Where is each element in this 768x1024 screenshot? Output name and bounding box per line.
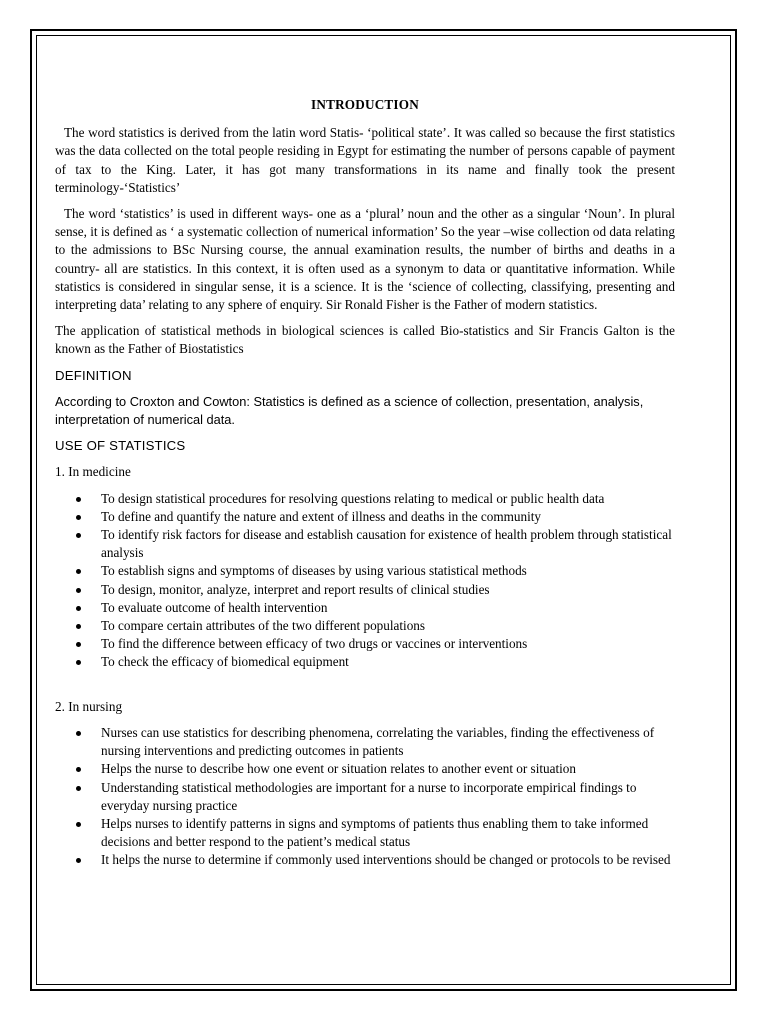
document-content (55, 96, 675, 878)
bullet-icon (76, 858, 81, 863)
bullet-icon (76, 569, 81, 574)
bullet-icon (76, 786, 81, 791)
list-item: To define and quantify the nature and extent of illness and deaths in the community (55, 508, 675, 526)
bullet-icon (76, 767, 81, 772)
bullet-icon (76, 515, 81, 520)
list-item: Nurses can use statistics for describing phenomena, correlating the variables, finding the effectiveness of nursing interventions and predicting outcomes in patients (55, 724, 675, 760)
medicine-subheading: 1. In medicine (55, 464, 131, 480)
definition-heading: DEFINITION (55, 367, 132, 383)
spacer (55, 680, 675, 698)
list-item: To design statistical procedures for resolving questions relating to medical or public health data (55, 490, 675, 508)
list-item: Helps nurses to identify patterns in signs and symptoms of patients thus enabling them to take informed decisions and better respond to the patient’s medical status (55, 815, 675, 851)
bullet-icon (76, 642, 81, 647)
bullet-icon (76, 533, 81, 538)
bullet-icon (76, 660, 81, 665)
bullet-icon (76, 822, 81, 827)
intro-paragraph-2: The word ‘statistics’ is used in different ways- one as a ‘plural’ noun and the other as a singular ‘Noun’. In plural sense, it is defined as ‘ a systematic collection of numerical information’ So the year –wise collection od data relating to the admissions to BSc Nursing course, the annual examination results, the number of births and deaths in a country- all are statistics. In this context, it is often used as a synonym to data or quantitative information. While statistics is considered in singular sense, it is a science. It is the ‘science of collecting, classifying, presenting and interpreting data’ relating to any sphere of enquiry. Sir Ronald Fisher is the Father of modern statistics. (55, 206, 675, 313)
list-item: To establish signs and symptoms of diseases by using various statistical methods (55, 562, 675, 580)
medicine-list (55, 490, 675, 672)
nursing-list (55, 724, 675, 870)
list-item: It helps the nurse to determine if commonly used interventions should be changed or protocols to be revised (55, 851, 675, 869)
list-item: To identify risk factors for disease and establish causation for existence of health problem through statistical analysis (55, 526, 675, 562)
list-item: To check the efficacy of biomedical equipment (55, 653, 675, 671)
nursing-subheading: 2. In nursing (55, 698, 123, 714)
use-of-statistics-heading: USE OF STATISTICS (55, 438, 186, 454)
intro-paragraph-1: The word statistics is derived from the latin word Statis- ‘political state’. It was called so because the first statistics was the data collected on the total people residing in Egypt for estimating the number of persons capable of payment of tax to the King. Later, it has got many transformations in its name and finally took the present terminology-‘Statistics’ (55, 125, 675, 195)
bullet-icon (76, 497, 81, 502)
bullet-icon (76, 624, 81, 629)
list-item: To evaluate outcome of health intervention (55, 599, 675, 617)
intro-paragraph-3: The application of statistical methods in biological sciences is called Bio-statistics and Sir Francis Galton is the known as the Father of Biostatistics (55, 323, 675, 357)
list-item: Understanding statistical methodologies are important for a nurse to incorporate empirical findings to everyday nursing practice (55, 779, 675, 815)
bullet-icon (76, 606, 81, 611)
list-item: To design, monitor, analyze, interpret and report results of clinical studies (55, 581, 675, 599)
definition-text: According to Croxton and Cowton: Statistics is defined as a science of collection, presentation, analysis, interpretation of numerical data. (55, 393, 644, 428)
page-title: INTRODUCTION (311, 97, 419, 112)
bullet-icon (76, 731, 81, 736)
list-item: To find the difference between efficacy of two drugs or vaccines or interventions (55, 635, 675, 653)
bullet-icon (76, 588, 81, 593)
list-item: To compare certain attributes of the two different populations (55, 617, 675, 635)
list-item: Helps the nurse to describe how one event or situation relates to another event or situation (55, 760, 675, 778)
